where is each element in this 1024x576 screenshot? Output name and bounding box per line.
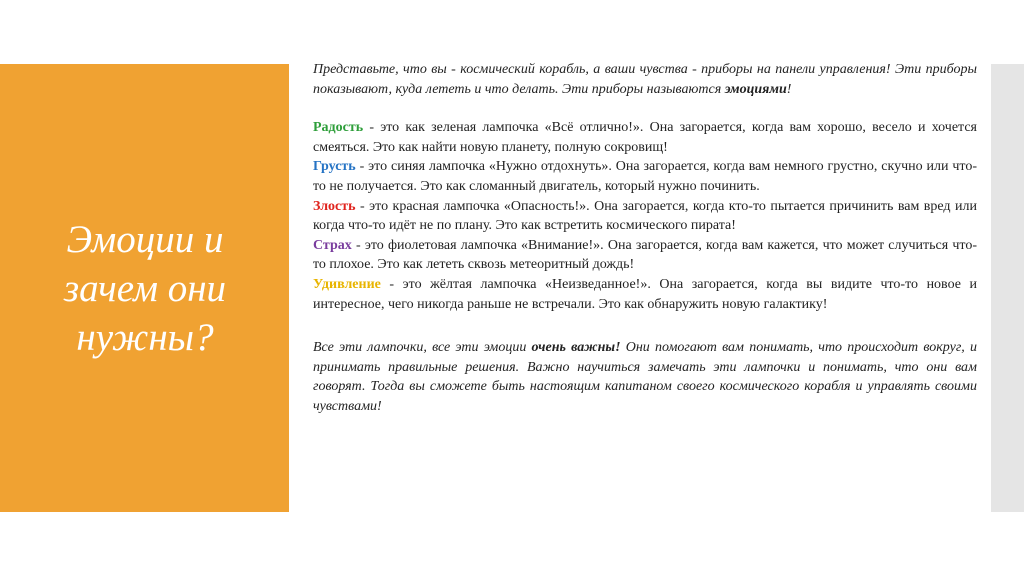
emotion-anger-text: - это красная лампочка «Опасность!». Она загорается, когда кто-то пытается причинить вам вред или когда что-то идёт не по плану. Это как встретить космического пирата! [313, 198, 977, 234]
content-block [313, 60, 977, 417]
emotion-sadness [313, 157, 977, 196]
slide-title: Эмоции и зачем они нужны? [63, 217, 227, 359]
intro-text: Представьте, что вы - космический корабль, а ваши чувства - приборы на панели управления! Эти приборы показывают, куда лететь и что делать. Эти приборы называются [313, 62, 977, 97]
intro-paragraph [313, 60, 977, 99]
intro-end: ! [786, 81, 792, 97]
intro-bold: эмоциями [724, 81, 787, 97]
emotion-anger [313, 197, 977, 236]
emotion-surprise [313, 275, 977, 314]
outro-bold: очень важны! [531, 340, 621, 356]
emotion-anger-name: Злость [313, 198, 356, 214]
emotion-fear [313, 236, 977, 275]
emotion-surprise-text: - это жёлтая лампочка «Неизведанное!». Она загорается, когда вы видите что-то новое и интересное, чего никогда раньше не встречали. Это как обнаружить новую галактику! [313, 276, 977, 312]
title-panel [0, 64, 289, 512]
emotion-joy [313, 118, 977, 157]
emotion-joy-name: Радость [313, 120, 364, 136]
emotion-surprise-name: Удивление [313, 276, 381, 292]
side-strip [991, 64, 1024, 512]
outro-paragraph [313, 338, 977, 416]
outro-text: Они помогают вам понимать, что происходит вокруг, и принимать правильные решения. Важно научиться замечать эти лампочки и понимать, что они вам говорят. Тогда вы сможете быть настоящим капитаном своего космического корабля и управлять своими чувствами! [313, 340, 978, 414]
emotion-joy-text: - это как зеленая лампочка «Всё отлично!». Она загорается, когда вам хорошо, весело и хочется смеяться. Это как найти новую планету, полную сокровищ! [313, 120, 977, 155]
emotion-fear-name: Страх [313, 237, 352, 253]
emotion-fear-text: - это фиолетовая лампочка «Внимание!». Она загорается, когда вам кажется, что может случиться что-то плохое. Это как лететь сквозь метеоритный дождь! [313, 237, 977, 273]
emotion-sadness-name: Грусть [313, 159, 356, 175]
emotion-sadness-text: - это синяя лампочка «Нужно отдохнуть». Она загорается, когда вам немного грустно, скучно или что-то не получается. Это как сломанный двигатель, который нужно починить. [313, 159, 977, 194]
outro-start: Все эти лампочки, все эти эмоции [313, 340, 532, 356]
